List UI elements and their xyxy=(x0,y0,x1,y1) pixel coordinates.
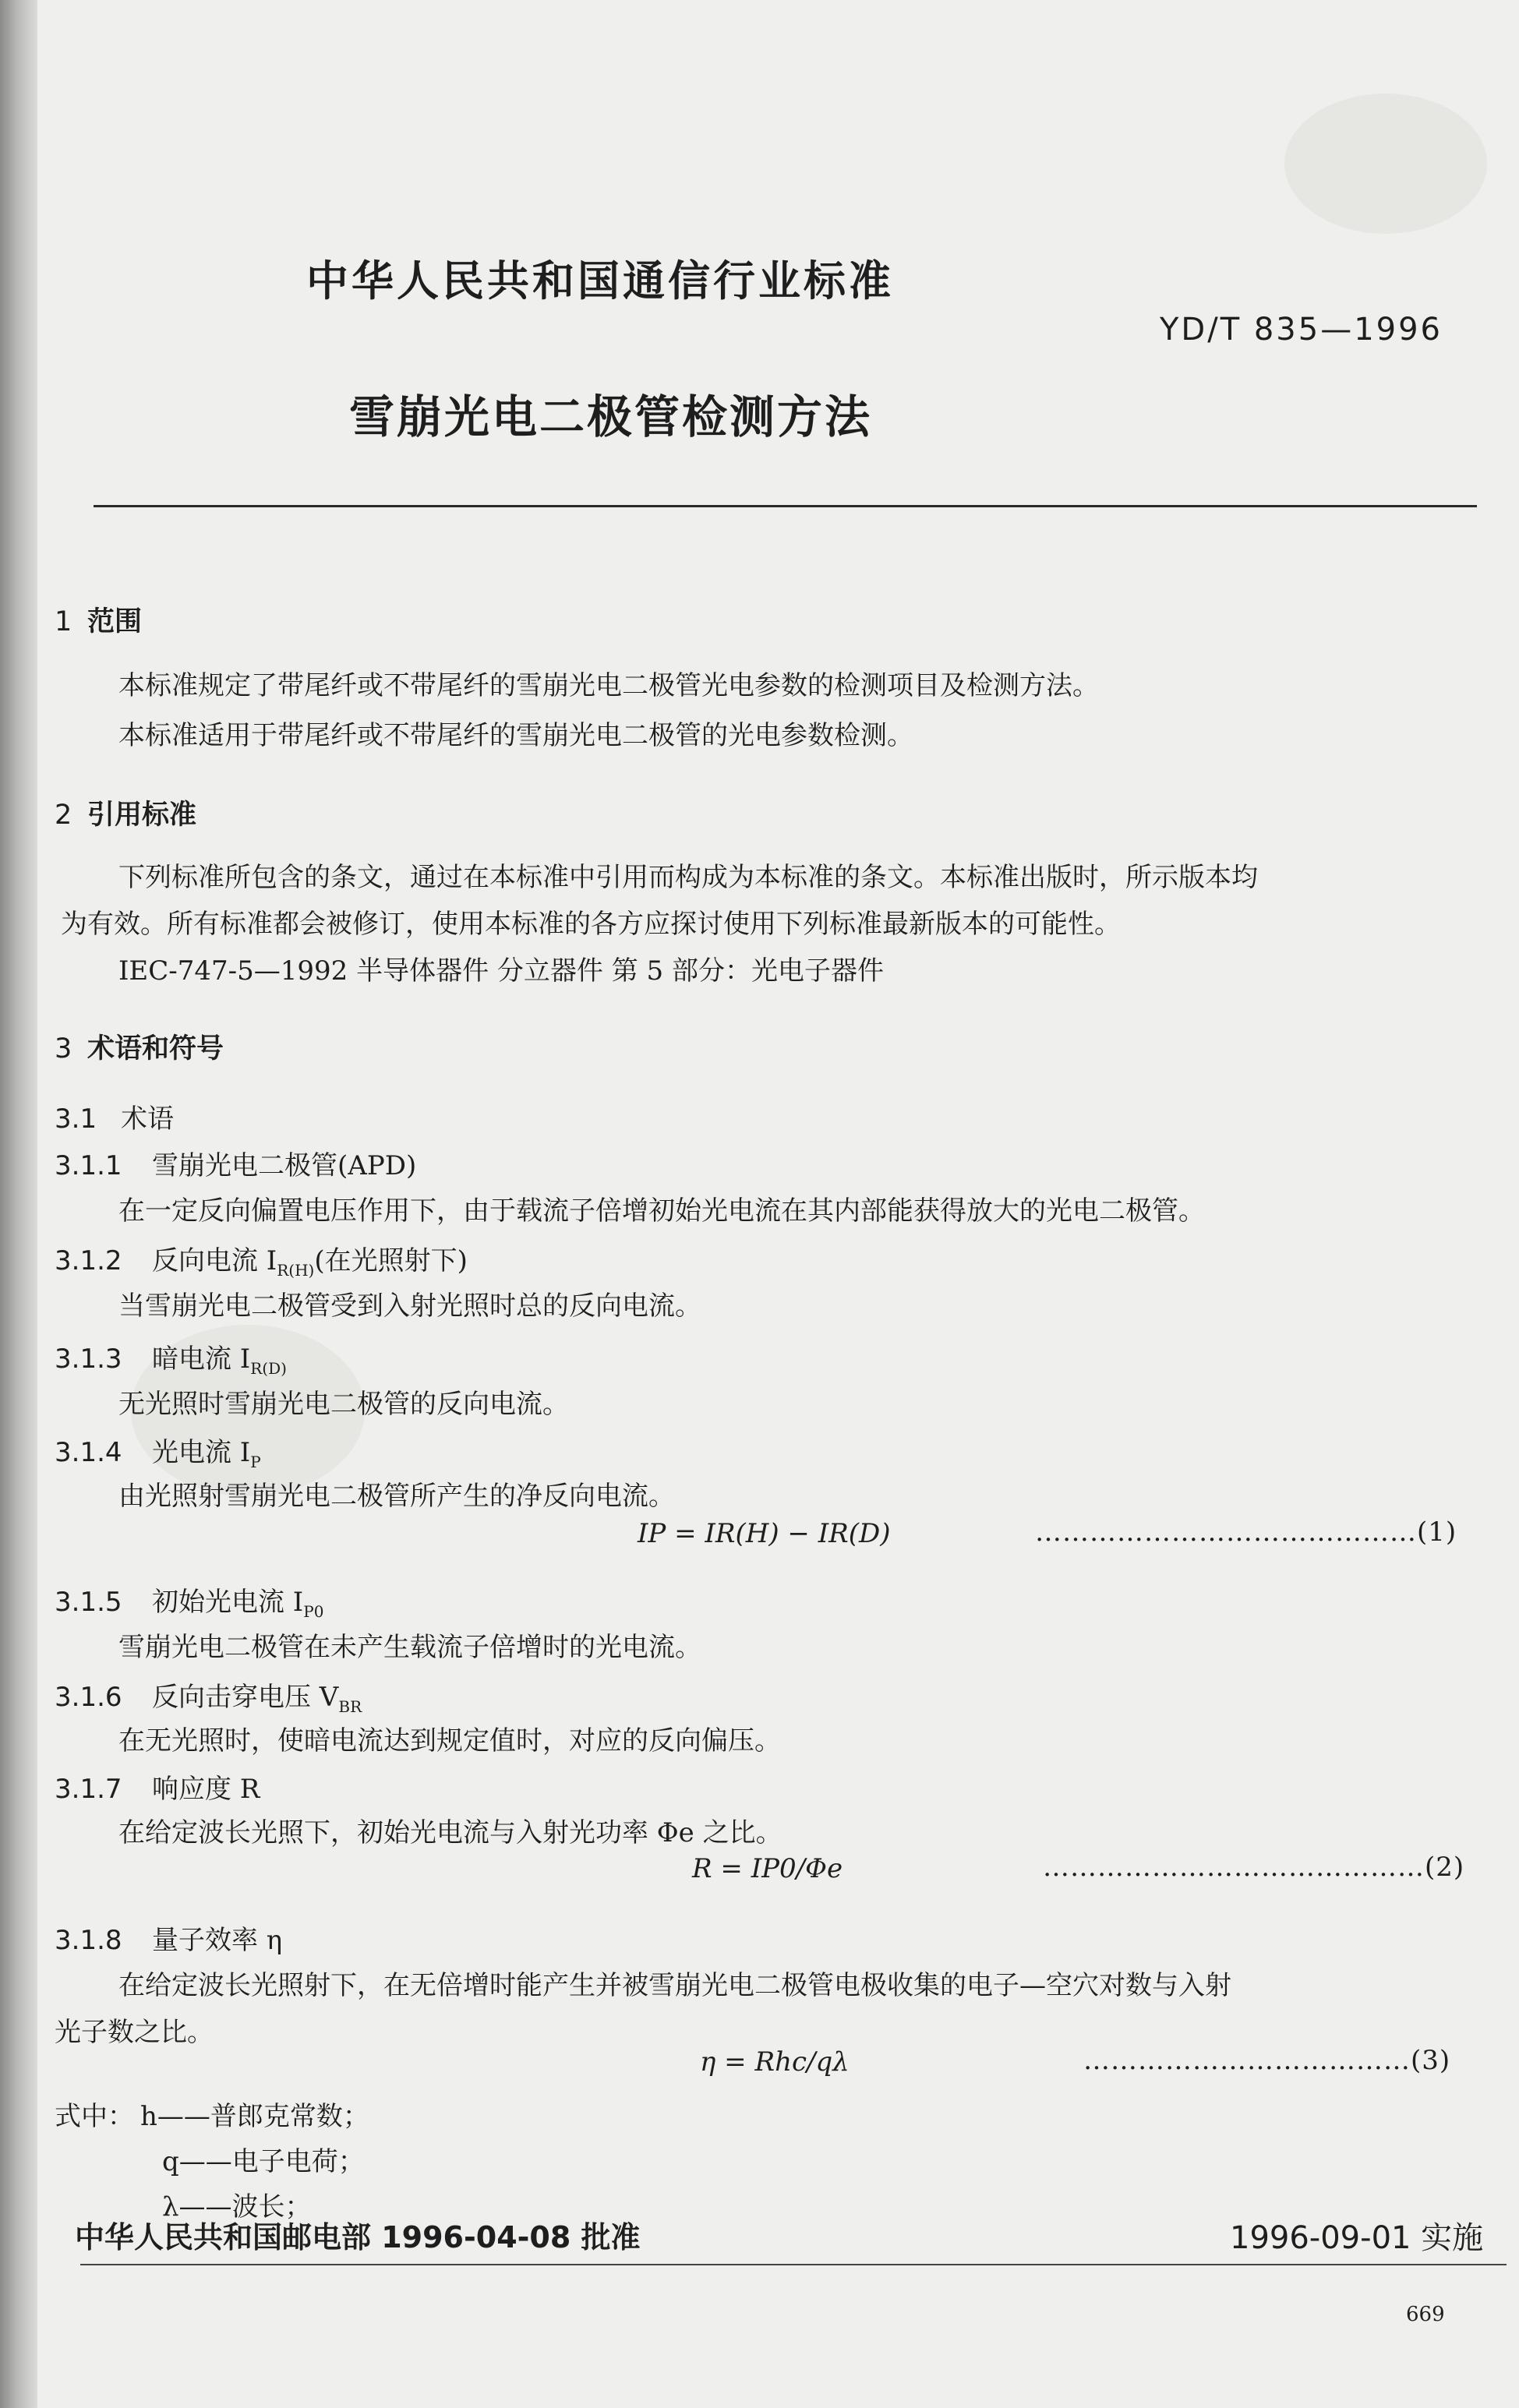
paper-stain xyxy=(1284,94,1487,234)
term-3-1-8-definition: 在给定波长光照射下，在无倍增时能产生并被雪崩光电二极管电极收集的电子—空穴对数与入射 xyxy=(118,1970,1231,2001)
term-3-1-7: 3.1.7 响应度 R xyxy=(55,1774,260,1805)
implementation-date: 1996-09-01 实施 xyxy=(1230,2220,1484,2256)
equation-2: R = IP0/Φe xyxy=(692,1853,843,1884)
where-item-lambda: λ——波长； xyxy=(162,2191,312,2223)
document-page xyxy=(37,0,1519,2408)
section-2-paragraph-1: 下列标准所包含的条文，通过在本标准中引用而构成为本标准的条文。本标准出版时，所示版本均 xyxy=(118,862,1258,893)
page-number: 669 xyxy=(1406,2303,1445,2326)
standard-code: YD/T 835—1996 xyxy=(1160,312,1443,348)
section-2-paragraph-2: 为有效。所有标准都会被修订，使用本标准的各方应探讨使用下列标准最新版本的可能性。 xyxy=(61,909,1121,940)
header-rule xyxy=(94,505,1477,507)
equation-1: IP = IR(H) − IR(D) xyxy=(638,1518,891,1549)
approval-line: 中华人民共和国邮电部 1996-04-08 批准 xyxy=(75,2220,641,2254)
term-3-1-5-definition: 雪崩光电二极管在未产生载流子倍增时的光电流。 xyxy=(118,1632,701,1663)
footer-rule xyxy=(80,2264,1507,2265)
subsection-3-1-heading: 3.1 术语 xyxy=(55,1103,174,1135)
term-3-1-5: 3.1.5 初始光电流 $I_{P0}$ xyxy=(55,1587,324,1621)
where-item-h: h——普郎克常数； xyxy=(140,2101,369,2132)
where-lead: 式中： xyxy=(55,2101,134,2132)
term-3-1-6-definition: 在无光照时，使暗电流达到规定值时，对应的反向偏压。 xyxy=(118,1725,781,1757)
term-3-1-4: 3.1.4 光电流 $I_P$ xyxy=(55,1437,261,1471)
term-3-1-2-definition: 当雪崩光电二极管受到入射光照时总的反向电流。 xyxy=(118,1291,701,1322)
term-3-1-8-definition-cont: 光子数之比。 xyxy=(55,2017,214,2048)
issuing-body-title: 中华人民共和国通信行业标准 xyxy=(306,256,894,305)
term-3-1-6: 3.1.6 反向击穿电压 $V_{BR}$ xyxy=(55,1682,362,1716)
where-item-q: q——电子电荷； xyxy=(162,2146,365,2177)
section-2-heading: 2 引用标准 xyxy=(55,800,197,831)
term-3-1-3: 3.1.3 暗电流 $I_{R(D)}$ xyxy=(55,1343,287,1378)
section-3-heading: 3 术语和符号 xyxy=(55,1033,224,1065)
equation-3-number: ………………………………(3) xyxy=(1083,2045,1451,2076)
term-3-1-4-definition: 由光照射雪崩光电二极管所产生的净反向电流。 xyxy=(118,1481,675,1512)
term-3-1-3-definition: 无光照时雪崩光电二极管的反向电流。 xyxy=(118,1389,569,1420)
equation-1-number: ……………………………………(1) xyxy=(1035,1516,1457,1548)
section-1-paragraph-2: 本标准适用于带尾纤或不带尾纤的雪崩光电二极管的光电参数检测。 xyxy=(118,720,913,751)
equation-3: η = Rhc/qλ xyxy=(700,2046,850,2078)
section-1-heading: 1 范围 xyxy=(55,606,143,637)
term-3-1-1: 3.1.1 雪崩光电二极管(APD) xyxy=(55,1150,417,1181)
term-3-1-1-definition: 在一定反向偏置电压作用下，由于载流子倍增初始光电流在其内部能获得放大的光电二极管。 xyxy=(118,1195,1205,1227)
scan-binding-shadow xyxy=(0,0,37,2408)
term-3-1-8: 3.1.8 量子效率 η xyxy=(55,1925,283,1956)
document-title: 雪崩光电二极管检测方法 xyxy=(349,390,873,443)
term-3-1-7-definition: 在给定波长光照下，初始光电流与入射光功率 Φe 之比。 xyxy=(118,1817,782,1848)
equation-2-number: ……………………………………(2) xyxy=(1043,1852,1465,1883)
referenced-standard: IEC-747-5—1992 半导体器件 分立器件 第 5 部分：光电子器件 xyxy=(118,955,884,987)
term-3-1-2: 3.1.2 反向电流 $I_{R(H)}$(在光照射下) xyxy=(55,1245,468,1280)
section-1-paragraph-1: 本标准规定了带尾纤或不带尾纤的雪崩光电二极管光电参数的检测项目及检测方法。 xyxy=(118,670,1099,701)
